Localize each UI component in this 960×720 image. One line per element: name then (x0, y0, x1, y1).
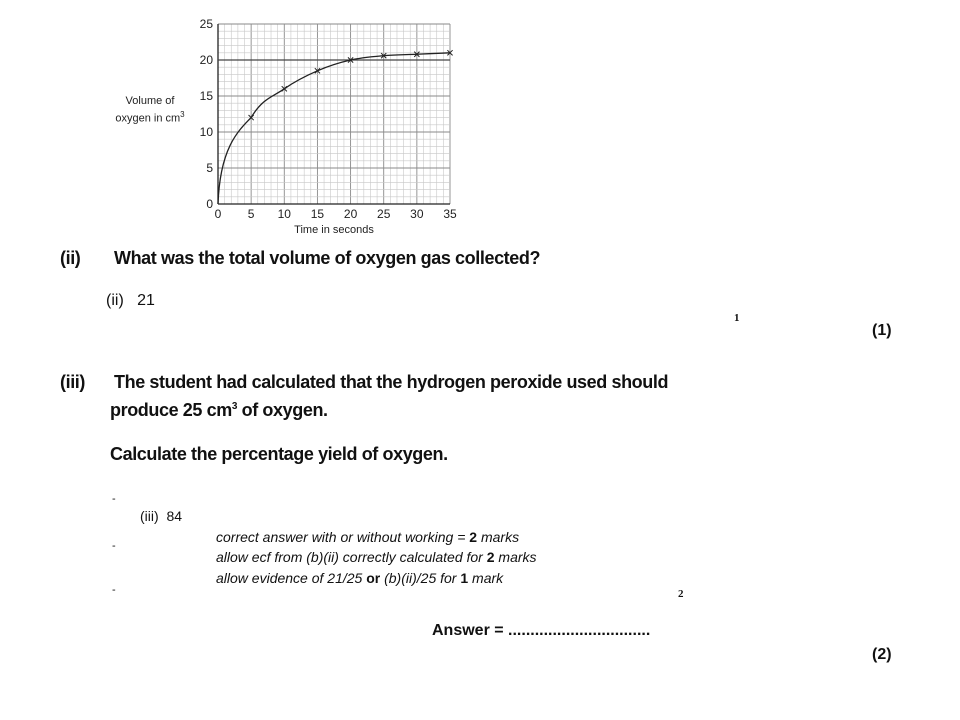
bullet-3: - (112, 584, 116, 596)
q3-number: (iii) (60, 372, 85, 392)
x-tick-label: 0 (214, 207, 222, 221)
q2-answer (106, 292, 155, 310)
y-tick-label: 15 (199, 89, 213, 103)
q2-text: What was the total volume of oxygen gas collected? (114, 248, 541, 268)
y-tick-label: 25 (199, 17, 213, 31)
y-tick-label: 10 (199, 125, 213, 139)
chart-ticks (200, 17, 457, 221)
q3-answer-value: 84 (166, 508, 183, 524)
q2-answer-label: (ii) (106, 292, 124, 309)
q3-line3: Calculate the percentage yield of oxygen. (110, 444, 448, 464)
q3-mark-note: 2 (678, 588, 684, 600)
x-tick-label: 20 (343, 207, 358, 221)
series-curve (218, 53, 450, 204)
bullet-1: - (112, 493, 116, 505)
x-tick-label: 25 (377, 207, 391, 221)
x-tick-label: 35 (443, 207, 457, 221)
y-axis-label-line1: Volume of (125, 95, 175, 107)
x-tick-label: 30 (410, 207, 424, 221)
answer-line (432, 622, 650, 640)
q3-line2: produce 25 $cm^3$ of oxygen. (110, 400, 328, 420)
q3-line1: The student had calculated that the hydrogen peroxide used should (114, 372, 669, 392)
marking-note-1: correct answer with or without working = 2 marks (216, 529, 520, 545)
y-tick-label: 20 (199, 53, 213, 67)
marking-note-2: allow ecf from (b)(ii) correctly calculated for 2 marks (216, 549, 537, 565)
q2-answer-value: 21 (137, 292, 155, 309)
answer-prompt: Answer = (432, 622, 509, 639)
y-tick-label: 5 (206, 161, 213, 175)
volume-time-chart (190, 12, 457, 237)
x-tick-label: 15 (310, 207, 325, 221)
q2-mark-note: 1 (734, 312, 740, 324)
y-tick-label: 0 (206, 197, 213, 211)
q3-answer-label: (iii) (140, 508, 159, 524)
answer-dots: ................................ (508, 622, 651, 639)
x-tick-label: 5 (247, 207, 255, 221)
q2-number: (ii) (60, 248, 81, 268)
y-axis-label-line2: oxygen in $cm^3$ (115, 110, 185, 125)
q2-marks: (1) (872, 322, 892, 339)
q3-answer (140, 508, 182, 524)
marking-note-3: allow evidence of 21/25 or (b)(ii)/25 for 1 mark (216, 570, 504, 586)
q3-marks: (2) (872, 646, 892, 663)
y-axis-label (104, 95, 196, 126)
x-axis-label: Time in seconds (294, 224, 374, 236)
bullet-2: - (112, 540, 116, 552)
x-tick-label: 10 (277, 207, 291, 221)
